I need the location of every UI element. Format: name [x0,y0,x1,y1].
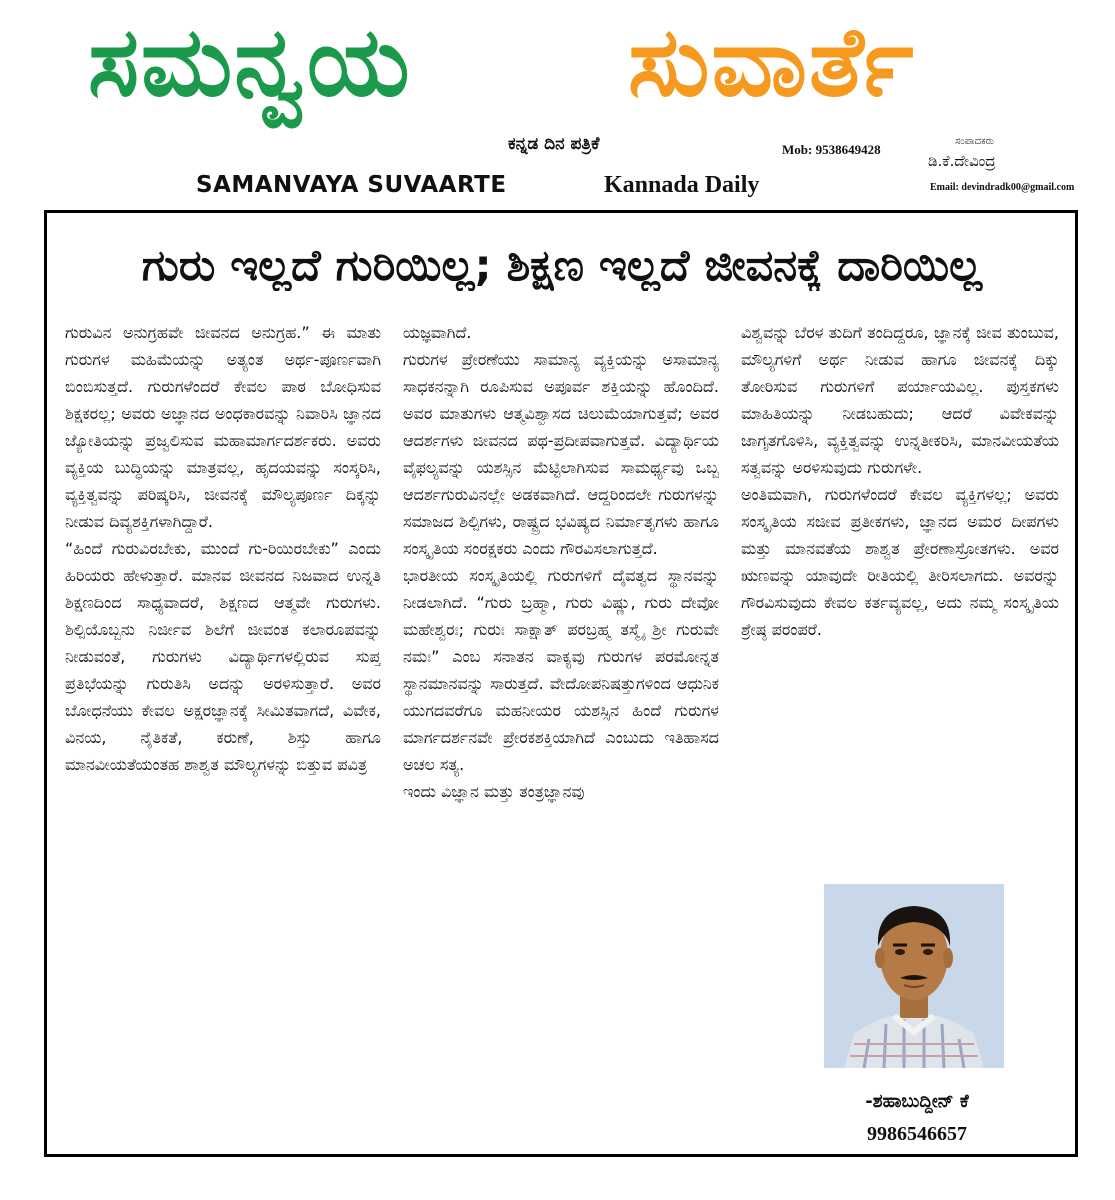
article-column-1 [65,319,381,1145]
article-headline: ಗುರು ಇಲ್ಲದೆ ಗುರಿಯಿಲ್ಲ; ಶಿಕ್ಷಣ ಇಲ್ಲದೆ ಜೀವನಕ್ಕೆ ದಾರಿಯಿಲ್ಲ [141,241,983,291]
author-photo [824,884,1004,1068]
brand-name-english: SAMANVAYA SUVAARTE [196,172,507,198]
newspaper-logo-right: ಸುವಾರ್ತೆ [628,6,916,118]
paragraph: ಗುರುಗಳ ಪ್ರೇರಣೆಯು ಸಾಮಾನ್ಯ ವ್ಯಕ್ತಿಯನ್ನು ಅಸಾಮಾನ್ಯ ಸಾಧಕನನ್ನಾಗಿ ರೂಪಿಸುವ ಅಪೂರ್ವ ಶಕ್ತಿಯನ್ನು ಹೊಂದಿದೆ. ಅವರ ಮಾತುಗಳು ಆತ್ಮವಿಶ್ವಾಸದ ಚಿಲುಮೆಯಾಗುತ್ತವೆ; ಅವರ ಆದರ್ಶಗಳು ಜೀವನದ ಪಥ-ಪ್ರದೀಪವಾಗುತ್ತವೆ. ವಿದ್ಯಾರ್ಥಿಯ ವೈಫಲ್ಯವನ್ನು ಯಶಸ್ಸಿನ ಮೆಟ್ಟಿಲಾಗಿಸುವ ಸಾಮರ್ಥ್ಯವು ಒಬ್ಬ ಆದರ್ಶಗುರುವಿನಲ್ಲೇ ಅಡಕವಾಗಿದೆ. ಆದ್ದರಿಂದಲೇ ಗುರುಗಳನ್ನು ಸಮಾಜದ ಶಿಲ್ಪಿಗಳು, ರಾಷ್ಟ್ರದ ಭವಿಷ್ಯದ ನಿರ್ಮಾತೃಗಳು ಹಾಗೂ ಸಂಸ್ಕೃತಿಯ ಸಂರಕ್ಷಕರು ಎಂದು ಗೌರವಿಸಲಾಗುತ್ತದೆ. [403,350,719,558]
daily-label-english: Kannada Daily [604,172,760,198]
author-portrait-icon [824,884,1004,1068]
paragraph: ಯಜ್ಞವಾಗಿದೆ. [403,323,472,342]
article-column-3 [741,319,1059,879]
paragraph: “ಹಿಂದೆ ಗುರುವಿರಬೇಕು, ಮುಂದೆ ಗು-ರಿಯಿರಬೇಕು” ಎಂದು ಹಿರಿಯರು ಹೇಳುತ್ತಾರೆ. ಮಾನವ ಜೀವನದ ನಿಜವಾದ ಉನ್ನತಿ ಶಿಕ್ಷಣದಿಂದ ಸಾಧ್ಯವಾದರೆ, ಶಿಕ್ಷಣದ ಆತ್ಮವೇ ಗುರುಗಳು. ಶಿಲ್ಪಿಯೊಬ್ಬನು ನಿರ್ಜೀವ ಶಿಲೆಗೆ ಜೀವಂತ ಕಲಾರೂಪವನ್ನು ನೀಡುವಂತೆ, ಗುರುಗಳು ವಿದ್ಯಾರ್ಥಿಗಳಲ್ಲಿರುವ ಸುಪ್ತ ಪ್ರತಿಭೆಯನ್ನು ಗುರುತಿಸಿ ಅದನ್ನು ಅರಳಿಸುತ್ತಾರೆ. ಅವರ ಬೋಧನೆಯು ಕೇವಲ ಅಕ್ಷರಜ್ಞಾನಕ್ಕೆ ಸೀಮಿತವಾಗದೆ, ವಿವೇಕ, ವಿನಯ, ನೈತಿಕತೆ, ಕರುಣೆ, ಶಿಸ್ತು ಹಾಗೂ ಮಾನವೀಯತೆಯಂತಹ ಶಾಶ್ವತ ಮೌಲ್ಯಗಳನ್ನು ಬಿತ್ತುವ ಪವಿತ್ರ [65,539,381,774]
paragraph: ಅಂತಿಮವಾಗಿ, ಗುರುಗಳೆಂದರೆ ಕೇವಲ ವ್ಯಕ್ತಿಗಳಲ್ಲ; ಅವರು ಸಂಸ್ಕೃತಿಯ ಸಜೀವ ಪ್ರತೀಕಗಳು, ಜ್ಞಾನದ ಅಮರ ದೀಪಗಳು ಮತ್ತು ಮಾನವತೆಯ ಶಾಶ್ವತ ಪ್ರೇರಣಾಸ್ರೋತಗಳು. ಅವರ ಋಣವನ್ನು ಯಾವುದೇ ರೀತಿಯಲ್ಲಿ ತೀರಿಸಲಾಗದು. ಅವರನ್ನು ಗೌರವಿಸುವುದು ಕೇವಲ ಕರ್ತವ್ಯವಲ್ಲ, ಅದು ನಮ್ಮ ಸಂಸ್ಕೃತಿಯ ಶ್ರೇಷ್ಠ ಪರಂಪರೆ. [741,485,1059,639]
author-byline: -ಶಹಾಬುದ್ದೀನ್ ಕೆ [865,1091,969,1112]
paragraph: ಇಂದು ವಿಜ್ಞಾನ ಮತ್ತು ತಂತ್ರಜ್ಞಾನವು [403,782,585,801]
masthead [0,0,1115,210]
masthead-mobile: Mob: 9538649428 [782,142,881,157]
masthead-tagline: ಕನ್ನಡ ದಿನ ಪತ್ರಿಕೆ [508,134,600,154]
paragraph: ಭಾರತೀಯ ಸಂಸ್ಕೃತಿಯಲ್ಲಿ ಗುರುಗಳಿಗೆ ದೈವತ್ವದ ಸ್ಥಾನವನ್ನು ನೀಡಲಾಗಿದೆ. “ಗುರು ಬ್ರಹ್ಮಾ, ಗುರು ವಿಷ್ಣು, ಗುರು ದೇವೋ ಮಹೇಶ್ವರಃ; ಗುರುಃ ಸಾಕ್ಷಾತ್ ಪರಬ್ರಹ್ಮ ತಸ್ಮೈ ಶ್ರೀ ಗುರುವೇ ನಮಃ” ಎಂಬ ಸನಾತನ ವಾಕ್ಯವು ಗುರುಗಳ ಪರಮೋನ್ನತ ಸ್ಥಾನಮಾನವನ್ನು ಸಾರುತ್ತದೆ. ವೇದೋಪನಿಷತ್ತುಗಳಿಂದ ಆಧುನಿಕ ಯುಗದವರೆಗೂ ಮಹನೀಯರ ಯಶಸ್ಸಿನ ಹಿಂದೆ ಗುರುಗಳ ಮಾರ್ಗದರ್ಶನವೇ ಪ್ರೇರಕಶಕ್ತಿಯಾಗಿದೆ ಎಂಬುದು ಇತಿಹಾಸದ ಅಚಲ ಸತ್ಯ. [403,566,719,774]
paragraph: ಗುರುವಿನ ಅನುಗ್ರಹವೇ ಜೀವನದ ಅನುಗ್ರಹ.” ಈ ಮಾತು ಗುರುಗಳ ಮಹಿಮೆಯನ್ನು ಅತ್ಯಂತ ಅರ್ಥ-ಪೂರ್ಣವಾಗಿ ಬಿಂಬಿಸುತ್ತದೆ. ಗುರುಗಳೆಂದರೆ ಕೇವಲ ಪಾಠ ಬೋಧಿಸುವ ಶಿಕ್ಷಕರಲ್ಲ; ಅವರು ಅಜ್ಞಾನದ ಅಂಧಕಾರವನ್ನು ನಿವಾರಿಸಿ ಜ್ಞಾನದ ಜ್ಯೋತಿಯನ್ನು ಪ್ರಜ್ವಲಿಸುವ ಮಹಾಮಾರ್ಗದರ್ಶಕರು. ಅವರು ವ್ಯಕ್ತಿಯ ಬುದ್ಧಿಯನ್ನು ಮಾತ್ರವಲ್ಲ, ಹೃದಯವನ್ನು ಸಂಸ್ಕರಿಸಿ, ವ್ಯಕ್ತಿತ್ವವನ್ನು ಪರಿಷ್ಕರಿಸಿ, ಜೀವನಕ್ಕೆ ಮೌಲ್ಯಪೂರ್ಣ ದಿಕ್ಕನ್ನು ನೀಡುವ ದಿವ್ಯಶಕ್ತಿಗಳಾಗಿದ್ದಾರೆ. [65,323,381,531]
author-phone: 9986546657 [867,1123,967,1145]
article-frame [44,210,1078,1157]
editor-caption: ಸಂಪಾದಕರು [955,136,995,147]
article-column-2 [403,319,719,1145]
paragraph: ವಿಶ್ವವನ್ನು ಬೆರಳ ತುದಿಗೆ ತಂದಿದ್ದರೂ, ಜ್ಞಾನಕ್ಕೆ ಜೀವ ತುಂಬುವ, ಮೌಲ್ಯಗಳಿಗೆ ಅರ್ಥ ನೀಡುವ ಹಾಗೂ ಜೀವನಕ್ಕೆ ದಿಕ್ಕು ತೋರಿಸುವ ಗುರುಗಳಿಗೆ ಪರ್ಯಾಯವಿಲ್ಲ. ಪುಸ್ತಕಗಳು ಮಾಹಿತಿಯನ್ನು ನೀಡಬಹುದು; ಆದರೆ ವಿವೇಕವನ್ನು ಜಾಗೃತಗೊಳಿಸಿ, ವ್ಯಕ್ತಿತ್ವವನ್ನು ಉನ್ನತೀಕರಿಸಿ, ಮಾನವೀಯತೆಯ ಸತ್ವವನ್ನು ಅರಳಿಸುವುದು ಗುರುಗಳೇ. [741,323,1059,477]
masthead-email: Email: devindradk00@gmail.com [930,182,1075,193]
editor-name: ಡಿ.ಕೆ.ದೇವಿಂದ್ರ [928,152,996,170]
newspaper-logo-left: ಸಮನ್ವಯ [88,6,412,118]
